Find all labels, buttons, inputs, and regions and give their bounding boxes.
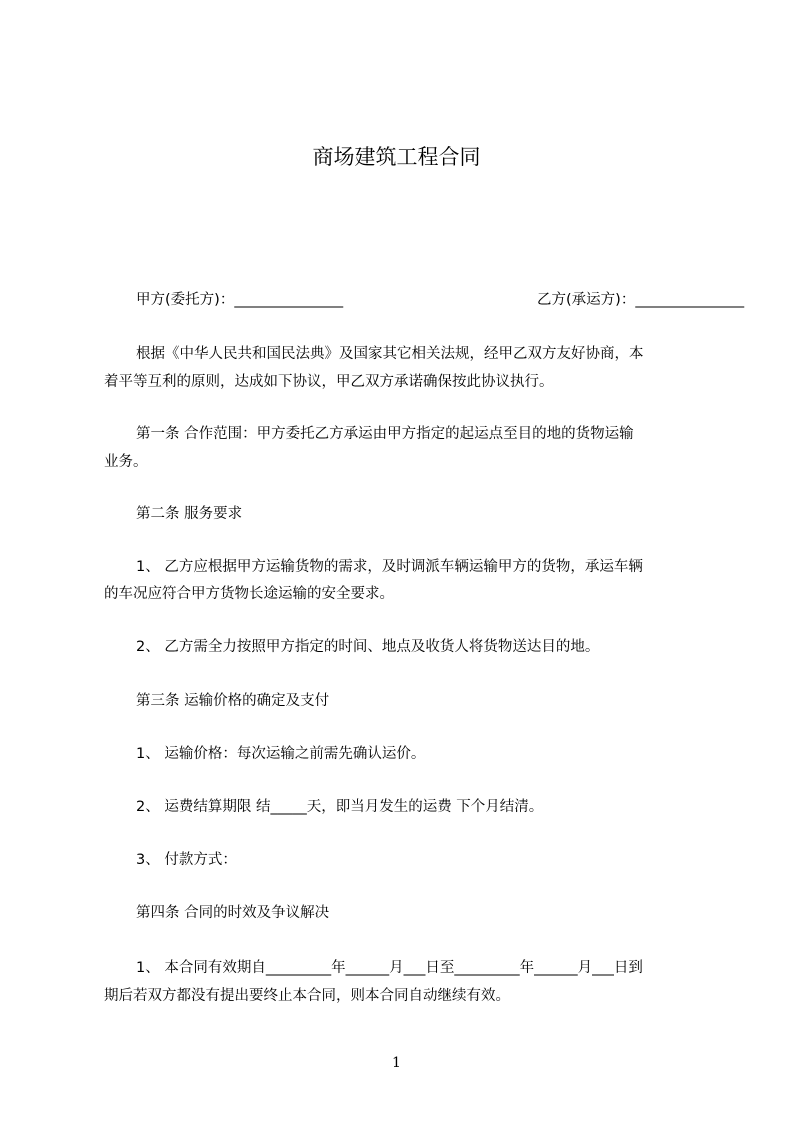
article-4-item-1-line-1: 1、 本合同有效期自_________年______月___日至_________年______月___日到 <box>136 960 643 976</box>
article-2-heading: 第二条 服务要求 <box>136 506 243 522</box>
article-3-item-1: 1、 运输价格：每次运输之前需先确认运价。 <box>136 746 426 762</box>
article-3-item-2: 2、 运费结算期限 结_____天，即当月发生的运费 下个月结清。 <box>136 799 544 815</box>
article-4-item-1-line-2: 期后若双方都没有提出要终止本合同，则本合同自动继续有效。 <box>104 988 510 1004</box>
article-3-heading: 第三条 运输价格的确定及支付 <box>136 693 330 709</box>
article-3-item-3: 3、 付款方式： <box>136 852 237 868</box>
party-a-field: 甲方(委托方)：_______________ <box>136 292 344 308</box>
party-b-field: 乙方(承运方)：_______________ <box>537 292 745 308</box>
article-2-item-1-line-2: 的车况应符合甲方货物长途运输的安全要求。 <box>104 586 394 602</box>
article-1-line-1: 第一条 合作范围：甲方委托乙方承运由甲方指定的起运点至目的地的货物运输 <box>136 426 634 442</box>
article-2-item-2: 2、 乙方需全力按照甲方指定的时间、地点及收货人将货物送达目的地。 <box>136 639 600 655</box>
page-number: 1 <box>392 1055 401 1071</box>
document-title: 商场建筑工程合同 <box>312 145 481 169</box>
intro-paragraph-line-1: 根据《中华人民共和国民法典》及国家其它相关法规，经甲乙双方友好协商，本 <box>136 346 644 362</box>
parties-line <box>136 286 745 314</box>
article-2-item-1-line-1: 1、 乙方应根据甲方运输货物的需求，及时调派车辆运输甲方的货物，承运车辆 <box>136 559 643 575</box>
intro-paragraph-line-2: 着平等互利的原则，达成如下协议，甲乙双方承诺确保按此协议执行。 <box>104 374 554 390</box>
article-1-line-2: 业务。 <box>104 454 148 470</box>
article-4-heading: 第四条 合同的时效及争议解决 <box>136 905 330 921</box>
